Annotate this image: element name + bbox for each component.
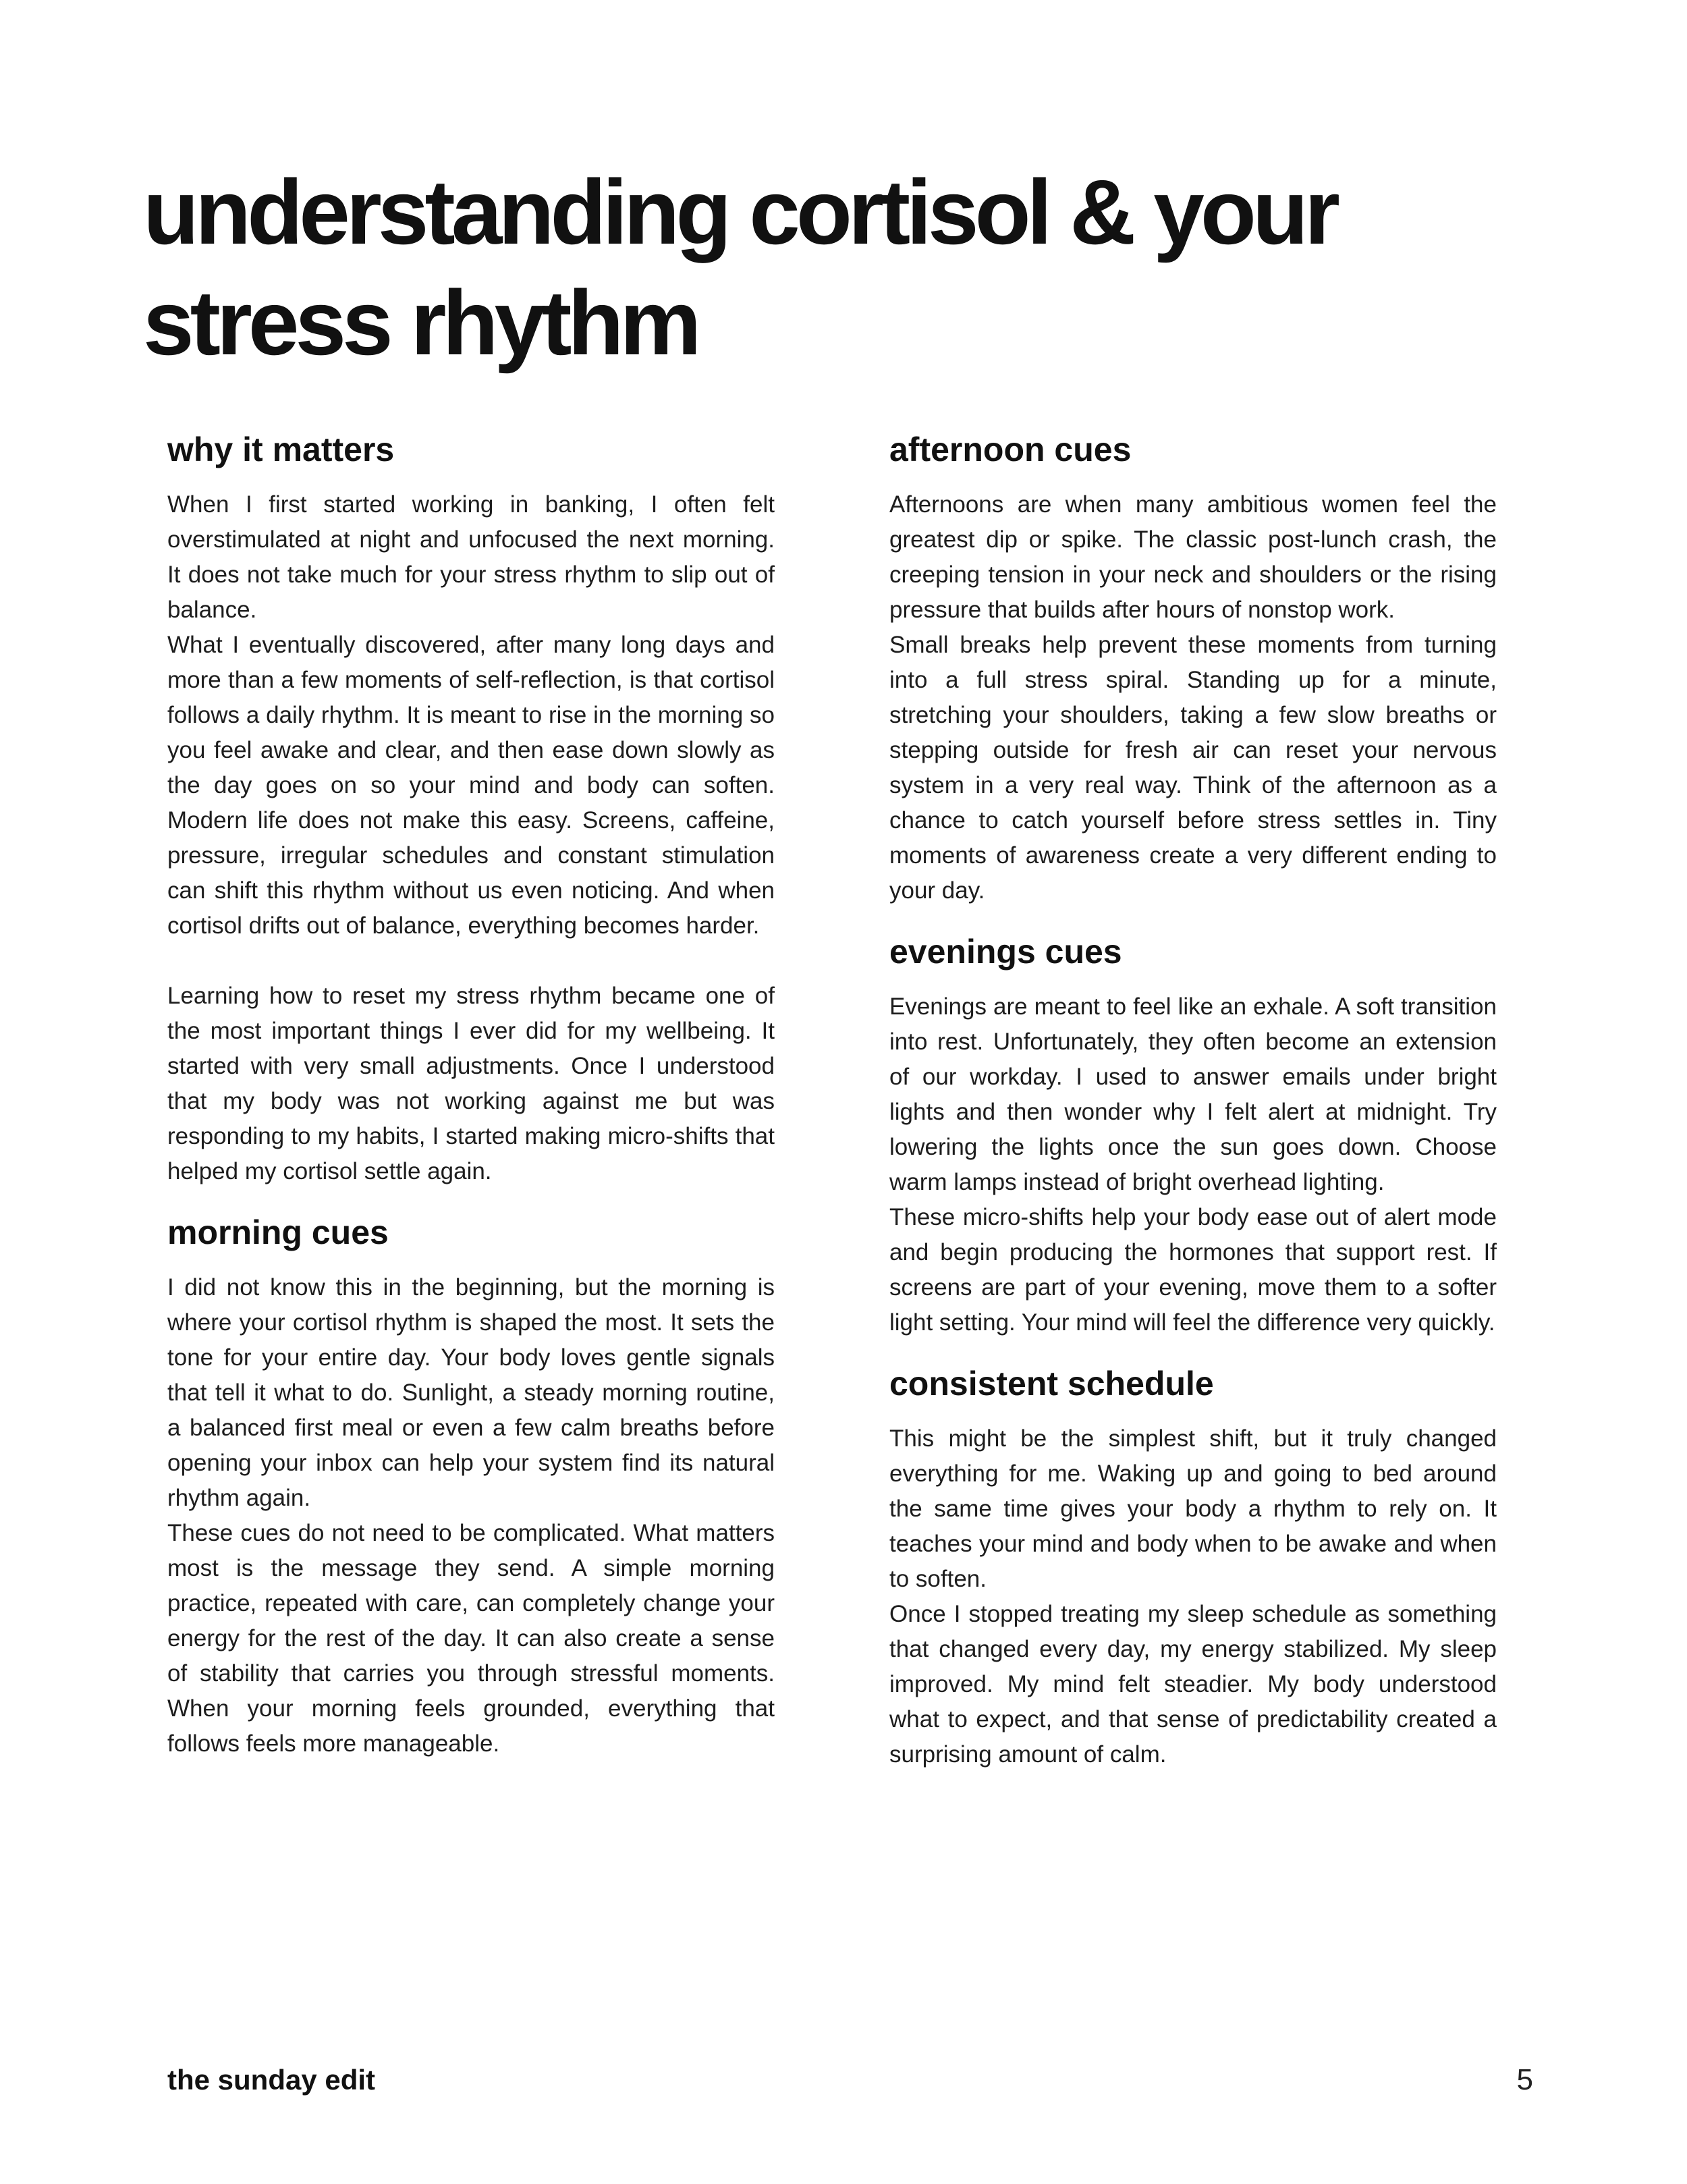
paragraph: These micro-shifts help your body ease out of alert mode and begin producing the hormones that support rest. If screens are part of your evening, move them to a softer light setting. Your mind will feel the difference very quickly. xyxy=(889,1204,1497,1336)
paragraph: Small breaks help prevent these moments from turning into a full stress spiral. Standing up for a minute, stretching your shoulders, taking a few slow breaths or stepping outside for fresh air can reset your nervous system in a very real way. Think of the afternoon as a chance to catch yourself before stress settles in. Tiny moments of awareness create a very different ending to your day. xyxy=(889,632,1497,904)
paragraph: Learning how to reset my stress rhythm became one of the most important things I ever did for my wellbeing. It started with very small adjustments. Once I understood that my body was not working against me but was responding to my habits, I started making micro-shifts that helped my cortisol settle again. xyxy=(167,983,775,1184)
paragraph: I did not know this in the beginning, but the morning is where your cortisol rhythm is shaped the most. It sets the tone for your entire day. Your body loves gentle signals that tell it what to do. Sunlight, a steady morning routine, a balanced first meal or even a few calm breaths before opening your inbox can help your system find its natural rhythm again. xyxy=(167,1274,775,1511)
left-column xyxy=(167,427,775,1782)
section-evenings-cues xyxy=(889,929,1497,1340)
paragraph: Once I stopped treating my sleep schedule as something that changed every day, my energy stabilized. My sleep improved. My mind felt steadier. My body understood what to expect, and that sense of predictability created a surprising amount of calm. xyxy=(889,1601,1497,1768)
section-heading: evenings cues xyxy=(889,933,1122,971)
section-heading: morning cues xyxy=(167,1213,389,1251)
paragraph: What I eventually discovered, after many long days and more than a few moments of self-reflection, is that cortisol follows a daily rhythm. It is meant to rise in the morning so you feel awake and clear, and then ease down slowly as the day goes on so your mind and body can soften. Modern life does not make this easy. Screens, caffeine, pressure, irregular schedules and constant stimulation can shift this rhythm without us even noticing. And when cortisol drifts out of balance, everything becomes harder. xyxy=(167,632,775,939)
section-heading: consistent schedule xyxy=(889,1365,1214,1402)
page-number: 5 xyxy=(1516,2063,1533,2096)
paragraph: Afternoons are when many ambitious women feel the greatest dip or spike. The classic post-lunch crash, the creeping tension in your neck and shoulders or the rising pressure that builds after hours of nonstop work. xyxy=(889,491,1497,623)
right-column xyxy=(889,427,1497,1793)
paragraph: Evenings are meant to feel like an exhale. A soft transition into rest. Unfortunately, they often become an extension of our workday. I used to answer emails under bright lights and then wonder why I felt alert at midnight. Try lowering the lights once the sun goes down. Choose warm lamps instead of bright overhead lighting. xyxy=(889,993,1497,1195)
section-why-it-matters xyxy=(167,427,775,1189)
section-morning-cues xyxy=(167,1209,775,1762)
paragraph: This might be the simplest shift, but it truly changed everything for me. Waking up and going to bed around the same time gives your body a rhythm to rely on. It teaches your mind and body when to be awake and when to soften. xyxy=(889,1425,1497,1592)
page-title: understanding cortisol & your stress rhythm xyxy=(143,161,1336,374)
section-afternoon-cues xyxy=(889,427,1497,908)
paragraph: When I first started working in banking, I often felt overstimulated at night and unfocused the next morning. It does not take much for your stress rhythm to slip out of balance. xyxy=(167,491,775,623)
section-heading: why it matters xyxy=(167,431,395,468)
section-heading: afternoon cues xyxy=(889,431,1132,468)
footer-publication: the sunday edit xyxy=(167,2064,376,2096)
section-consistent-schedule xyxy=(889,1361,1497,1772)
paragraph: These cues do not need to be complicated. What matters most is the message they send. A simple morning practice, repeated with care, can completely change your energy for the rest of the day. It can also create a sense of stability that carries you through stressful moments. When your morning feels grounded, everything that follows feels more manageable. xyxy=(167,1520,775,1757)
